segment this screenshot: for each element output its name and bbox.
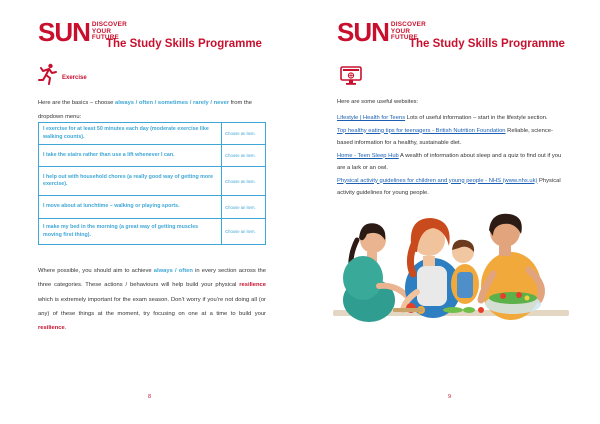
- logo-tagline-line1: DISCOVER: [91, 20, 127, 28]
- table-row: [39, 167, 266, 196]
- table-row: [39, 123, 266, 145]
- site-description: A wealth of information about sleep and a quiz to find out if you are a lark or an owl.: [337, 152, 562, 171]
- family-cooking-illustration: [333, 200, 569, 330]
- choose-item-dropdown[interactable]: Choose an item.: [222, 167, 266, 196]
- table-row: [39, 219, 266, 245]
- exercise-section-header: [38, 63, 87, 85]
- site-description: Reliable, science-based information for a healthy, sustainable diet.: [337, 127, 553, 146]
- running-person-icon: [38, 63, 58, 85]
- logo-tagline-line3: FUTURE: [390, 34, 419, 42]
- statement-cell: I make my bed in the morning (a great way of getting muscles moving first thing).: [39, 219, 222, 245]
- page-title: The Study Skills Programme: [106, 38, 262, 50]
- resilience-keyword: resilience: [239, 282, 266, 289]
- choose-item-dropdown[interactable]: Choose an item.: [222, 123, 266, 145]
- logo-tagline-line2: YOUR: [390, 27, 411, 35]
- computer-monitor-icon: [340, 66, 362, 86]
- statement-cell: I exercise for at least 50 minutes each day (moderate exercise like walking counts).: [39, 123, 222, 145]
- page-number-right: 9: [448, 394, 452, 400]
- site-description: Lots of useful information – start in the lifestyle section.: [405, 115, 548, 121]
- statement-cell: I take the stairs rather than use a lift whenever I can.: [39, 145, 222, 167]
- link-teen-sleep-hub[interactable]: Home - Teen Sleep Hub: [337, 152, 399, 159]
- logo-sun-text: SUN: [38, 17, 90, 47]
- link-nhs-physical-activity[interactable]: Physical activity guidelines for children and young people - NHS (www.nhs.uk): [337, 177, 538, 184]
- websites-list: [337, 112, 567, 200]
- list-item: [337, 112, 567, 125]
- logo-tagline-line3: FUTURE: [91, 34, 120, 42]
- choose-item-dropdown[interactable]: Choose an item.: [222, 196, 266, 219]
- websites-intro: Here are some useful websites:: [337, 99, 419, 105]
- conclusion-highlight: always / often: [153, 268, 193, 274]
- list-item: [337, 150, 567, 175]
- page-number-left: 8: [148, 394, 152, 400]
- list-item: [337, 175, 567, 200]
- conclusion-text-4: .: [64, 325, 67, 332]
- conclusion-paragraph: [38, 264, 266, 335]
- table-row: [39, 196, 266, 219]
- statement-cell: I move about at lunchtime – walking or playing sports.: [39, 196, 222, 219]
- logo-tagline-line2: YOUR: [91, 27, 112, 35]
- logo-tagline-line1: DISCOVER: [390, 20, 426, 28]
- choose-item-dropdown[interactable]: Choose an item.: [222, 145, 266, 167]
- exercise-intro: [38, 96, 266, 124]
- intro-text-before: Here are the basics – choose: [38, 100, 116, 106]
- exercise-label: Exercise: [62, 75, 87, 81]
- logo-sun-text: SUN: [337, 17, 389, 47]
- link-british-nutrition-foundation[interactable]: Top healthy eating tips for teenagers - British Nutrition Foundation: [337, 127, 506, 134]
- intro-frequency-options: always / often / sometimes / rarely / never: [115, 100, 230, 106]
- statement-cell: I help out with household chores (a really good way of getting more exercise).: [39, 167, 222, 196]
- list-item: [337, 125, 567, 150]
- site-description: Physical activity guidelines for young people.: [337, 177, 561, 196]
- choose-item-dropdown[interactable]: Choose an item.: [222, 219, 266, 245]
- exercise-checklist-table: [38, 122, 266, 245]
- table-row: [39, 145, 266, 167]
- intro-text-after: from the dropdown menu:: [38, 100, 252, 120]
- conclusion-text-1: Where possible, you should aim to achieve: [38, 268, 154, 274]
- resilience-keyword: resilience: [38, 325, 65, 332]
- link-health-for-teens[interactable]: Lifestyle | Health for Teens: [337, 115, 406, 121]
- page-title: The Study Skills Programme: [409, 38, 565, 50]
- conclusion-text-3: which is extremely important for the exam season. Don’t worry if you’re not doing all (or any) of these things at the moment, try focusing on one at a time to build your: [38, 296, 266, 317]
- conclusion-text-2: in every section across the three categories. These actions / behaviours will help build your physical: [38, 268, 267, 289]
